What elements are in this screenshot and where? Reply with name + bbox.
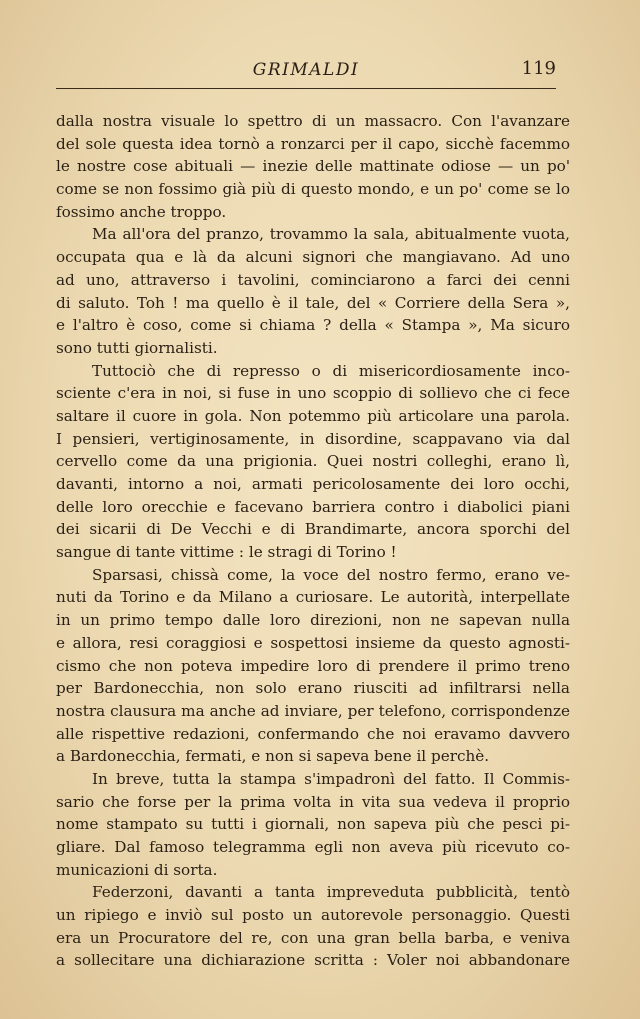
text-line: Ma all'ora del pranzo, trovammo la sala, abitualmente vuota, (92, 225, 570, 244)
text-line: I pensieri, vertiginosamente, in disordine, scappavano via dal (56, 429, 570, 448)
text-line: gliare. Dal famoso telegramma egli non aveva più ricevuto co- (56, 838, 570, 856)
text-line: sciente c'era in noi, si fuse in uno scoppio di sollievo che ci fece (56, 384, 570, 403)
text-line: Tuttociò che di represso o di misericordiosamente inco- (92, 361, 570, 380)
text-line: nome stampato su tutti i giornali, non sapeva più che pesci pi- (56, 815, 570, 834)
text-line: un ripiego e inviò sul posto un autorevole personaggio. Questi (56, 906, 570, 925)
text-line: a Bardonecchia, fermati, e non si sapeva bene il perchè. (56, 747, 490, 766)
text-line: alle rispettive redazioni, confermando che noi eravamo davvero (56, 724, 570, 743)
text-line: davanti, intorno a noi, armati pericolosamente dei loro occhi, (56, 475, 570, 493)
text-line: come se non fossimo già più di questo mondo, e un po' come se lo (56, 180, 570, 199)
text-line: nuti da Torino e da Milano a curiosare. Le autorità, interpellate (56, 588, 570, 607)
text-line: a sollecitare una dichiarazione scritta : Voler noi abbandonare (56, 951, 570, 970)
text-line: dei sicarii di De Vecchi e di Brandimarte, ancora sporchi del (56, 520, 570, 539)
text-line: cismo che non poteva impedire loro di prendere il primo treno (56, 656, 570, 675)
text-line: per Bardonecchia, non solo erano riusciti ad infiltrarsi nella (56, 679, 570, 698)
text-line: fossimo anche troppo. (56, 202, 227, 221)
text-line: ad uno, attraverso i tavolini, cominciarono a farci dei cenni (56, 270, 570, 289)
text-line: municazioni di sorta. (56, 860, 218, 879)
text-line: in un primo tempo dalle loro direzioni, non ne sapevan nulla (56, 611, 570, 630)
text-line: saltare il cuore in gola. Non potemmo più articolare una parola. (56, 406, 570, 425)
text-line: delle loro orecchie e facevano barriera contro i diabolici piani (56, 497, 570, 516)
header-rule (56, 88, 556, 89)
text-line: sono tutti giornalisti. (56, 338, 218, 357)
text-line: e l'altro è coso, come si chiama ? della « Stampa », Ma sicuro (56, 316, 570, 335)
text-line: le nostre cose abituali — inezie delle mattinate odiose — un po' (56, 157, 570, 176)
text-line: occupata qua e là da alcuni signori che mangiavano. Ad uno (56, 248, 570, 267)
text-line: In breve, tutta la stampa s'impadronì del fatto. Il Commis- (92, 769, 570, 788)
text-line: di saluto. Toh ! ma quello è il tale, del « Corriere della Sera », (56, 293, 570, 312)
text-line: sario che forse per la prima volta in vita sua vedeva il proprio (56, 792, 570, 811)
running-title: GRIMALDI (252, 60, 360, 80)
text-line: nostra clausura ma anche ad inviare, per telefono, corrispondenze (56, 701, 570, 720)
text-line: Sparsasi, chissà come, la voce del nostro fermo, erano ve- (92, 565, 570, 584)
text-line: cervello come da una prigionia. Quei nostri colleghi, erano lì, (56, 452, 570, 471)
text-line: dalla nostra visuale lo spettro di un massacro. Con l'avanzare (56, 112, 570, 130)
page-number: 119 (521, 58, 556, 79)
text-line: e allora, resi coraggiosi e sospettosi insieme da questo agnosti- (56, 633, 570, 652)
text-line: del sole questa idea tornò a ronzarci per il capo, sicchè facemmo (56, 134, 570, 153)
running-header (56, 56, 556, 86)
text-line: era un Procuratore del re, con una gran bella barba, e veniva (56, 928, 570, 947)
text-line: Federzoni, davanti a tanta impreveduta pubblicità, tentò (92, 883, 570, 902)
body-text (56, 110, 570, 972)
text-line: sangue di tante vittime : le stragi di Torino ! (56, 543, 397, 562)
